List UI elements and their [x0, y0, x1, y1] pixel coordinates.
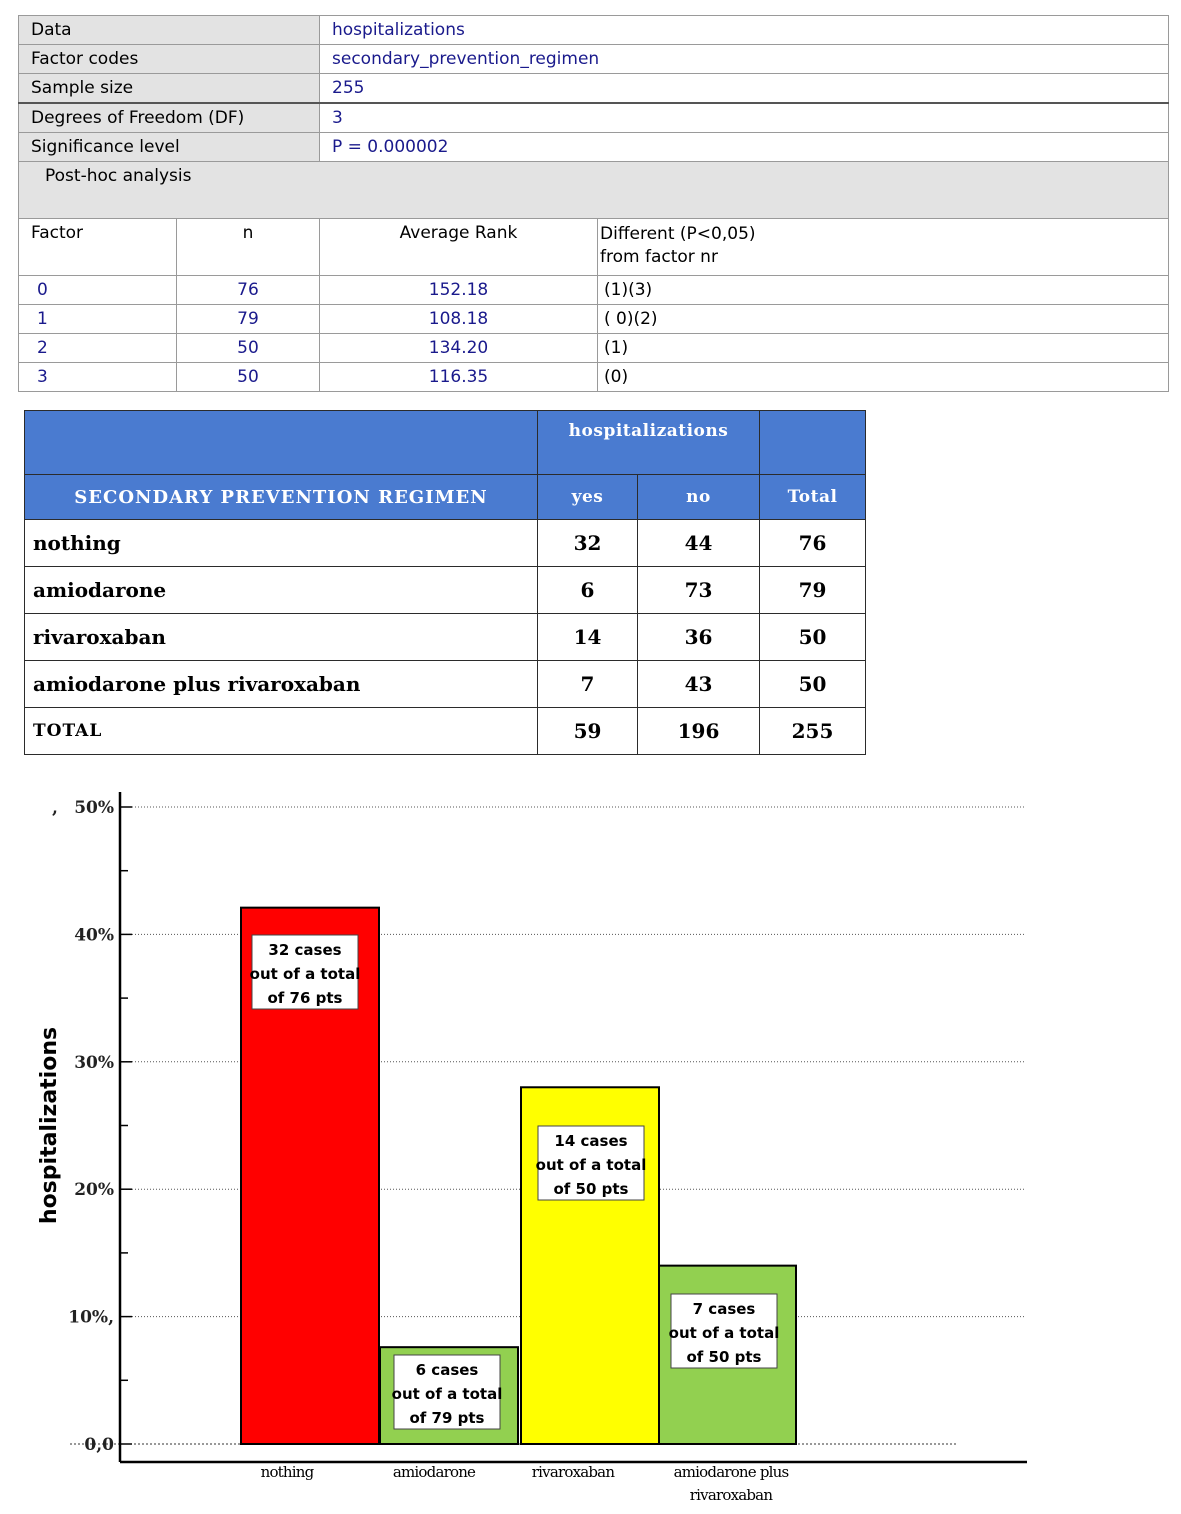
crosstab-yes: 7: [538, 661, 638, 708]
posthoc-average-rank: 108.18: [320, 305, 598, 334]
crosstab-total: 50: [760, 661, 866, 708]
summary-row: [19, 45, 1169, 74]
crosstab-total: 76: [760, 520, 866, 567]
crosstab-row: [25, 520, 866, 567]
bar-annotation-text: of 76 pts: [267, 989, 343, 1007]
crosstab-total-no: 196: [638, 708, 760, 755]
posthoc-different: (1): [598, 334, 1169, 363]
x-category-label: rivaroxaban: [531, 1463, 615, 1481]
posthoc-title-row: [19, 162, 1169, 219]
y-tick-label: 30%: [74, 1052, 114, 1073]
summary-value: 255: [320, 74, 1169, 104]
summary-label: Data: [19, 16, 320, 45]
posthoc-factor: 3: [19, 363, 177, 392]
y-tick-label: 10%,: [68, 1307, 114, 1328]
posthoc-average-rank: 134.20: [320, 334, 598, 363]
posthoc-different: ( 0)(2): [598, 305, 1169, 334]
bar-annotation-text: of 79 pts: [409, 1409, 485, 1427]
posthoc-n: 50: [177, 363, 320, 392]
summary-label: Sample size: [19, 74, 320, 104]
hospitalizations-bar-chart: [0, 770, 1181, 1514]
posthoc-col-average-rank: Average Rank: [320, 219, 598, 276]
posthoc-row: [19, 334, 1169, 363]
posthoc-row: [19, 363, 1169, 392]
posthoc-title: Post-hoc analysis: [19, 162, 1169, 219]
crosstab-total: 79: [760, 567, 866, 614]
posthoc-different: (1)(3): [598, 276, 1169, 305]
bar-annotation-text: 7 cases: [692, 1300, 756, 1318]
crosstab-group-header-row: [25, 411, 866, 475]
summary-label: Factor codes: [19, 45, 320, 74]
x-category-label: nothing: [260, 1463, 314, 1481]
posthoc-col-n: n: [177, 219, 320, 276]
crosstab-regimen: rivaroxaban: [25, 614, 538, 661]
crosstab-no: 36: [638, 614, 760, 661]
crosstab-grand-total: 255: [760, 708, 866, 755]
crosstab-col-total: Total: [760, 475, 866, 520]
bar-annotation-text: of 50 pts: [686, 1348, 762, 1366]
summary-value: 3: [320, 103, 1169, 133]
y-tick-label: 40%: [74, 925, 114, 946]
crosstab-row: [25, 567, 866, 614]
y-axis-top-mark: ,: [52, 798, 58, 818]
bar-annotation-text: 6 cases: [415, 1361, 479, 1379]
crosstab-no: 43: [638, 661, 760, 708]
crosstab-col-yes: yes: [538, 475, 638, 520]
summary-row: [19, 74, 1169, 104]
y-tick-label: 50%: [74, 798, 114, 818]
bar-annotation-text: out of a total: [249, 965, 361, 983]
crosstab-row: [25, 661, 866, 708]
summary-row: [19, 16, 1169, 45]
y-tick-label: 0,0: [84, 1435, 114, 1455]
posthoc-n: 79: [177, 305, 320, 334]
crosstab-no: 44: [638, 520, 760, 567]
crosstab-yes: 6: [538, 567, 638, 614]
x-category-label: rivaroxaban: [689, 1486, 773, 1504]
summary-value: secondary_prevention_regimen: [320, 45, 1169, 74]
posthoc-n: 76: [177, 276, 320, 305]
y-axis-title: hospitalizations: [37, 1026, 62, 1225]
posthoc-factor: 1: [19, 305, 177, 334]
posthoc-row: [19, 305, 1169, 334]
crosstab-corner: [25, 411, 538, 475]
crosstab-empty-header: [760, 411, 866, 475]
posthoc-col-different: Different (P<0,05) from factor nr: [598, 219, 1169, 276]
crosstab-regimen: amiodarone: [25, 567, 538, 614]
bar-annotation-text: out of a total: [535, 1156, 647, 1174]
crosstab-no: 73: [638, 567, 760, 614]
test-summary-table: [18, 15, 1169, 392]
bar-annotation-text: out of a total: [391, 1385, 503, 1403]
crosstab-group-header: hospitalizations: [538, 411, 760, 475]
crosstab-total-yes: 59: [538, 708, 638, 755]
crosstab-yes: 32: [538, 520, 638, 567]
posthoc-col-factor: Factor: [19, 219, 177, 276]
x-category-label: amiodarone: [392, 1463, 476, 1481]
posthoc-average-rank: 152.18: [320, 276, 598, 305]
crosstab-col-no: no: [638, 475, 760, 520]
crosstab-total-label: TOTAL: [25, 708, 538, 755]
crosstab-column-header-row: [25, 475, 866, 520]
crosstab-total: 50: [760, 614, 866, 661]
y-tick-label: 20%: [74, 1180, 114, 1201]
posthoc-factor: 0: [19, 276, 177, 305]
summary-label: Degrees of Freedom (DF): [19, 103, 320, 133]
posthoc-different: (0): [598, 363, 1169, 392]
contingency-table: [24, 410, 866, 755]
bar-annotation-text: 14 cases: [554, 1132, 628, 1150]
posthoc-average-rank: 116.35: [320, 363, 598, 392]
posthoc-header-row: [19, 219, 1169, 276]
crosstab-regimen: amiodarone plus rivaroxaban: [25, 661, 538, 708]
summary-value: P = 0.000002: [320, 133, 1169, 162]
posthoc-factor: 2: [19, 334, 177, 363]
summary-label: Significance level: [19, 133, 320, 162]
bar-annotation-text: 32 cases: [268, 941, 342, 959]
bar-annotation-text: out of a total: [668, 1324, 780, 1342]
posthoc-n: 50: [177, 334, 320, 363]
crosstab-row: [25, 614, 866, 661]
crosstab-row-header: SECONDARY PREVENTION REGIMEN: [25, 475, 538, 520]
crosstab-total-row: [25, 708, 866, 755]
x-category-label: amiodarone plus: [673, 1463, 789, 1481]
crosstab-regimen: nothing: [25, 520, 538, 567]
summary-row: [19, 103, 1169, 133]
crosstab-yes: 14: [538, 614, 638, 661]
posthoc-row: [19, 276, 1169, 305]
bar-annotation-text: of 50 pts: [553, 1180, 629, 1198]
summary-value: hospitalizations: [320, 16, 1169, 45]
summary-row: [19, 133, 1169, 162]
